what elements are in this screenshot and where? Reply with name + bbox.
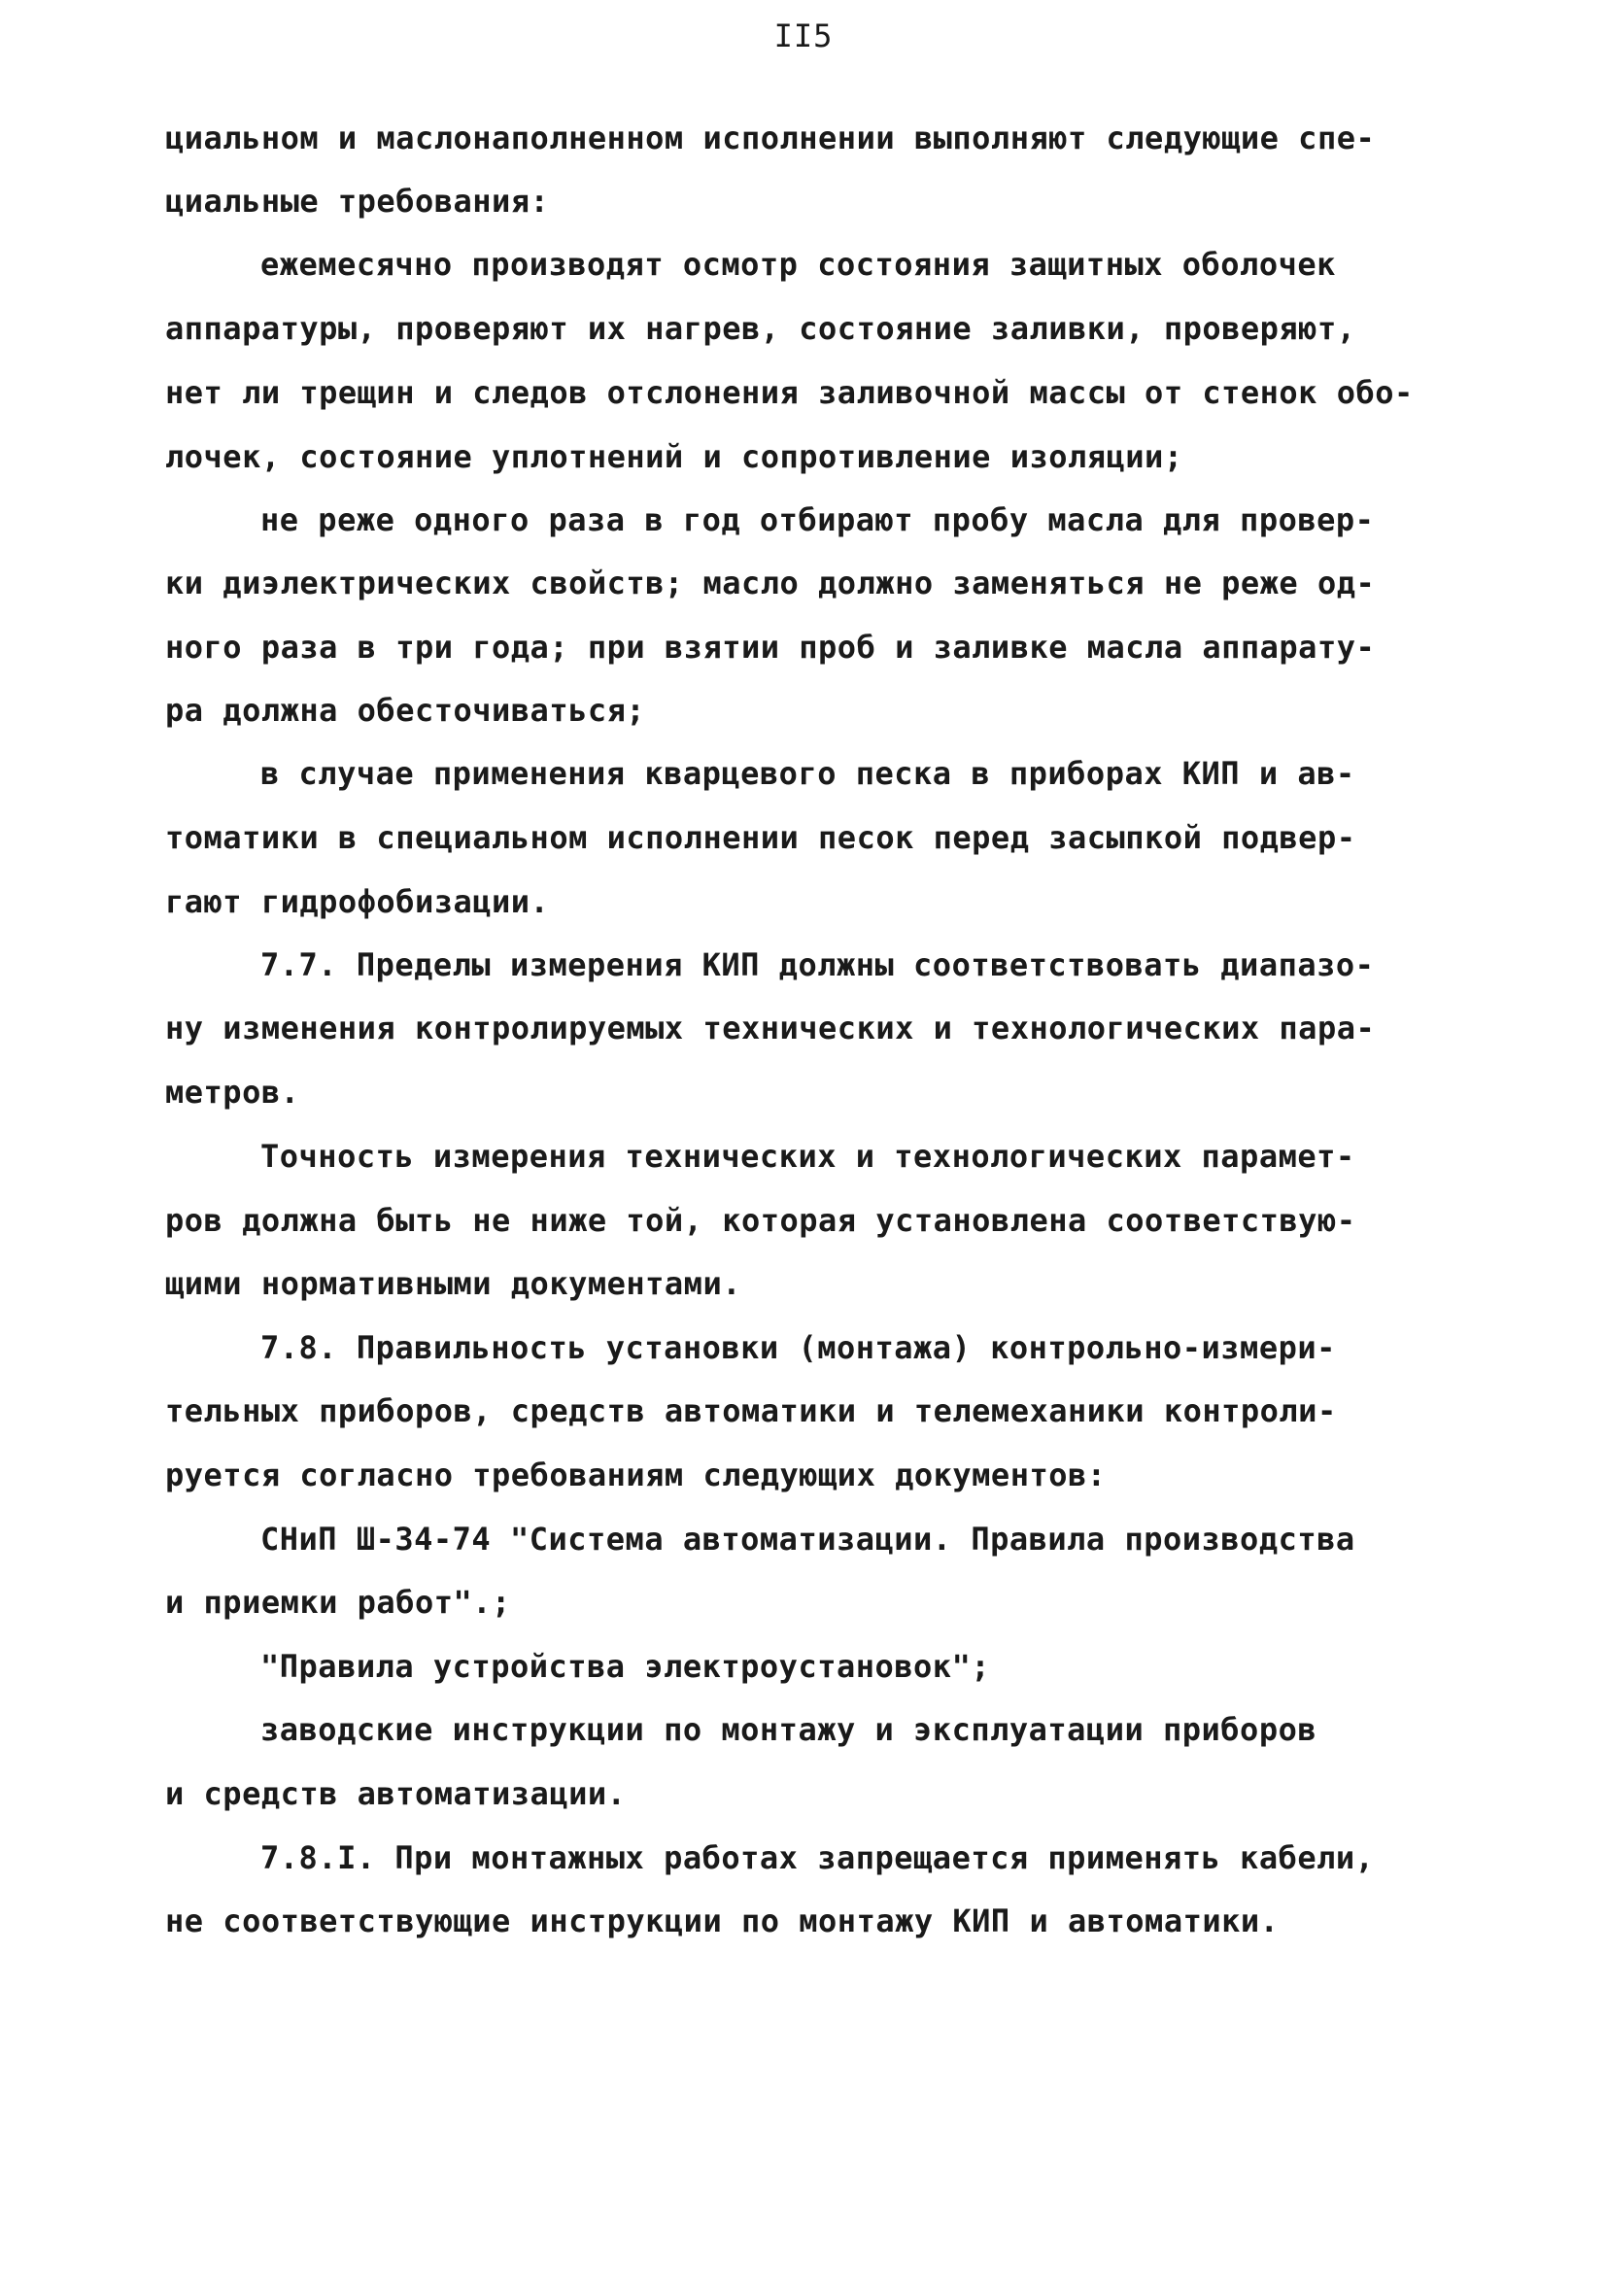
text-line: и средств автоматизации. [165,1775,627,1812]
text-line: томатики в специальном исполнении песок перед засыпкой подвер- [165,819,1356,856]
text-line: циальном и маслонаполненном исполнении выполняют следующие спе- [165,120,1376,156]
text-line: заводские инструкции по монтажу и эксплуатации приборов [260,1711,1317,1748]
text-line: щими нормативными документами. [165,1265,741,1302]
text-line: тельных приборов, средств автоматики и телемеханики контроли- [165,1392,1337,1429]
text-line: 7.7. Пределы измерения КИП должны соответствовать диапазо- [260,946,1375,983]
text-line: "Правила устройства электроустановок"; [260,1648,991,1685]
text-line: 7.8. Правильность установки (монтажа) контрольно-измери- [260,1329,1336,1366]
text-line: руется согласно требованиям следующих документов: [165,1456,1107,1493]
text-line: аппаратуры, проверяют их нагрев, состояние заливки, проверяют, [165,310,1356,347]
text-line: в случае применения кварцевого песка в приборах КИП и ав- [260,755,1355,792]
text-line: и приемки работ".; [165,1584,511,1621]
text-line: 7.8.I. При монтажных работах запрещается применять кабели, [260,1839,1375,1876]
text-line: ежемесячно производят осмотр состояния защитных оболочек [260,246,1336,283]
text-line: лочек, состояние уплотнений и сопротивление изоляции; [165,438,1183,475]
text-line: не соответствующие инструкции по монтажу КИП и автоматики. [165,1902,1280,1939]
text-line: гают гидрофобизации. [165,883,550,920]
text-line: ну изменения контролируемых технических и технологических пара- [165,1010,1376,1046]
text-line: ра должна обесточиваться; [165,692,646,729]
text-line: СНиП Ш-34-74 "Система автоматизации. Правила производства [260,1521,1355,1558]
text-line: метров. [165,1074,300,1111]
page-number: II5 [773,17,834,54]
text-line: ров должна быть не ниже той, которая установлена соответствую- [165,1202,1356,1239]
text-line: Точность измерения технических и технологических парамет- [260,1138,1355,1175]
text-line: нет ли трещин и следов отслонения заливочной массы от стенок обо- [165,374,1414,411]
text-line: ки диэлектрических свойств; масло должно заменяться не реже од- [165,565,1376,601]
text-line: циальные требования: [165,183,550,220]
text-line: не реже одного раза в год отбирают пробу масла для провер- [260,501,1375,538]
text-line: ного раза в три года; при взятии проб и заливке масла аппарату- [165,629,1376,666]
